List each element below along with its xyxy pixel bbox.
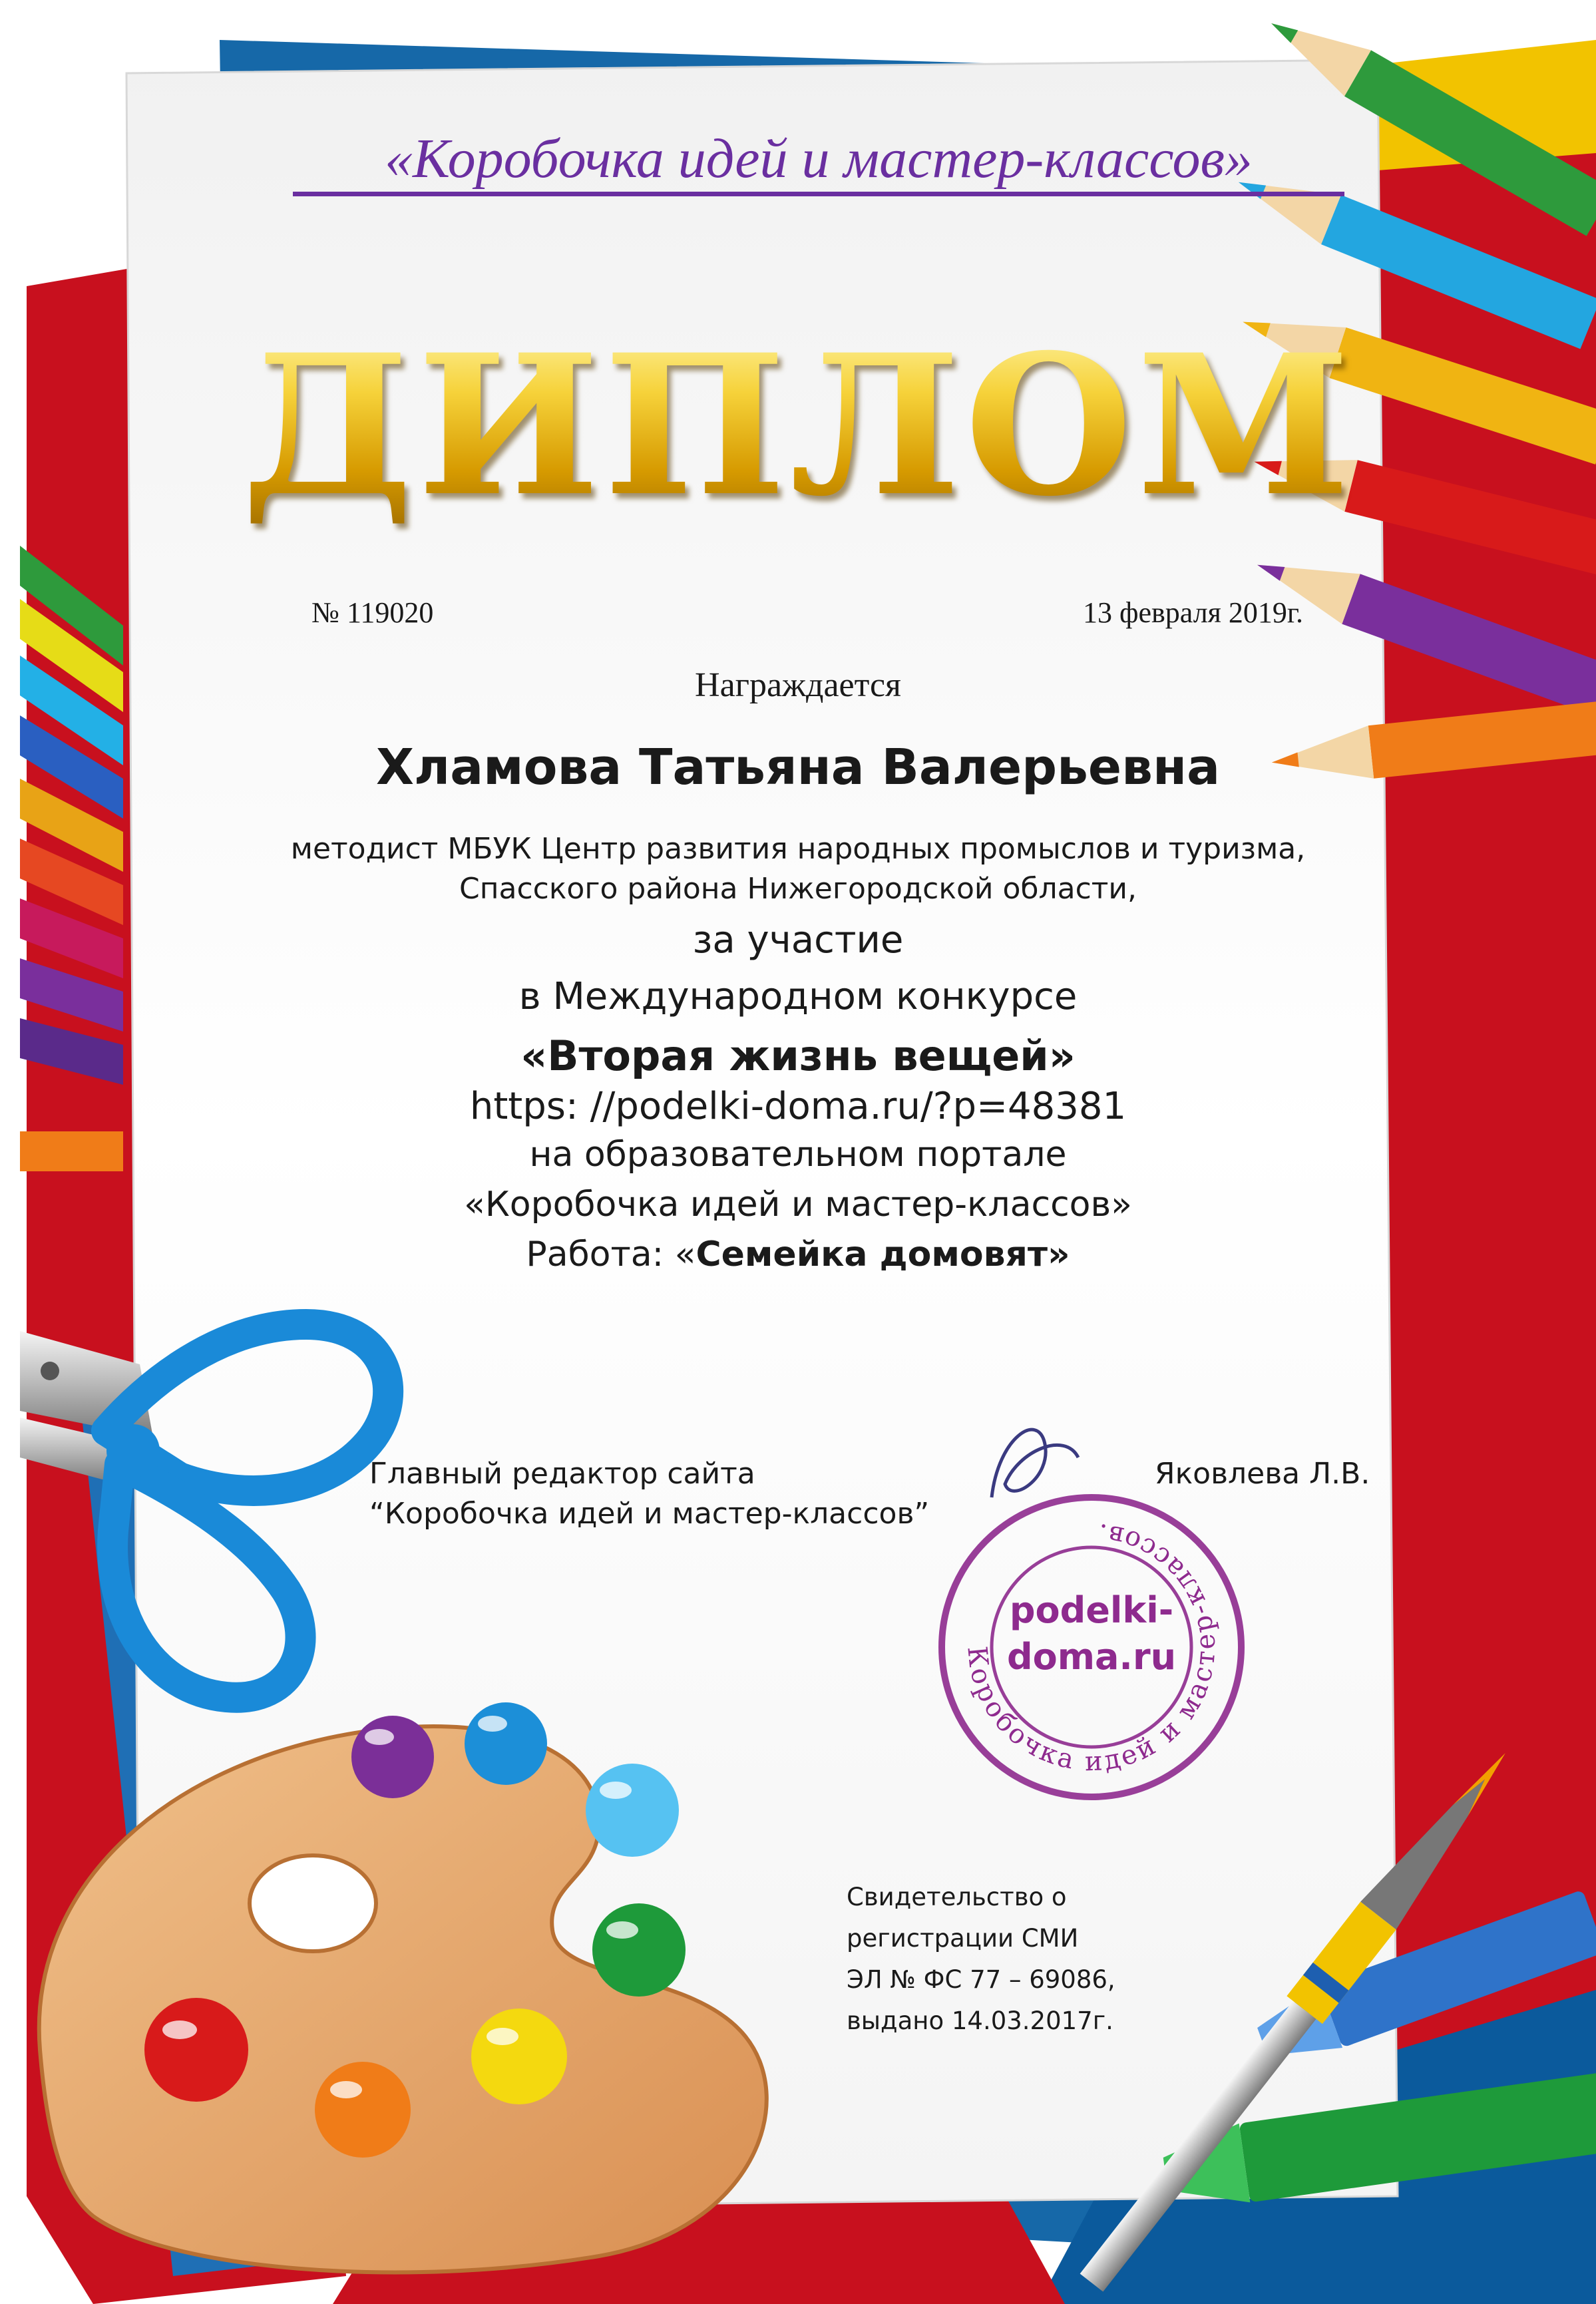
stamp-center-text — [992, 1587, 1191, 1680]
paint-green — [592, 1903, 686, 1997]
header-divider — [293, 192, 1344, 196]
stamp-ring-text: Коробочка идей и мастер-классов. — [961, 1517, 1222, 1778]
diploma-heading: ДИПЛОМ — [0, 313, 1596, 539]
editor-role — [369, 1454, 929, 1534]
recipient-name: Хламова Татьяна Валерьевна — [375, 739, 1221, 796]
position-line1: методист МБУК Центр развития народных промыслов и туризма, — [290, 832, 1306, 866]
portal-name: «Коробочка идей и мастер-классов» — [464, 1185, 1132, 1225]
participation-label: за участие — [692, 918, 904, 962]
work-prefix: Работа: « — [526, 1235, 696, 1274]
work-title: Семейка домовят» — [696, 1235, 1070, 1274]
registration-info — [847, 1877, 1115, 2042]
stamp-line1: podelki- — [1009, 1589, 1174, 1631]
diploma-date: 13 февраля 2019г. — [1082, 596, 1303, 629]
registration-line1: Свидетельство о — [847, 1883, 1067, 1911]
awarded-label: Награждается — [695, 666, 901, 704]
paint-lightblue — [586, 1764, 679, 1857]
registration-line4: выдано 14.03.2017г. — [847, 2007, 1113, 2035]
paint-orange — [315, 2062, 411, 2158]
portal-label: на образовательном портале — [529, 1135, 1067, 1175]
position-line2: Спасского района Нижегородской области, — [459, 872, 1137, 906]
contest-label: в Международном конкурсе — [518, 975, 1078, 1018]
editor-name: Яковлева Л.В. — [1155, 1457, 1370, 1491]
paint-blue — [465, 1702, 547, 1785]
registration-line2: регистрации СМИ — [847, 1924, 1079, 1953]
editor-role-line2: “Коробочка идей и мастер-классов” — [369, 1497, 930, 1531]
stamp-line2: doma.ru — [1006, 1636, 1177, 1678]
work-url: https: //podelki-doma.ru/?p=48381 — [469, 1085, 1127, 1128]
contest-name: «Вторая жизнь вещей» — [520, 1032, 1076, 1080]
paint-purple — [351, 1716, 434, 1798]
paint-yellow — [471, 2009, 567, 2104]
work-line — [0, 1235, 1596, 1274]
diploma-number: № 119020 — [311, 596, 434, 629]
paint-red — [144, 1998, 248, 2102]
registration-line3: ЭЛ № ФС 77 – 69086, — [847, 1965, 1115, 1994]
site-title: «Коробочка идей и мастер-классов» — [385, 128, 1253, 190]
editor-role-line1: Главный редактор сайта — [369, 1457, 755, 1491]
